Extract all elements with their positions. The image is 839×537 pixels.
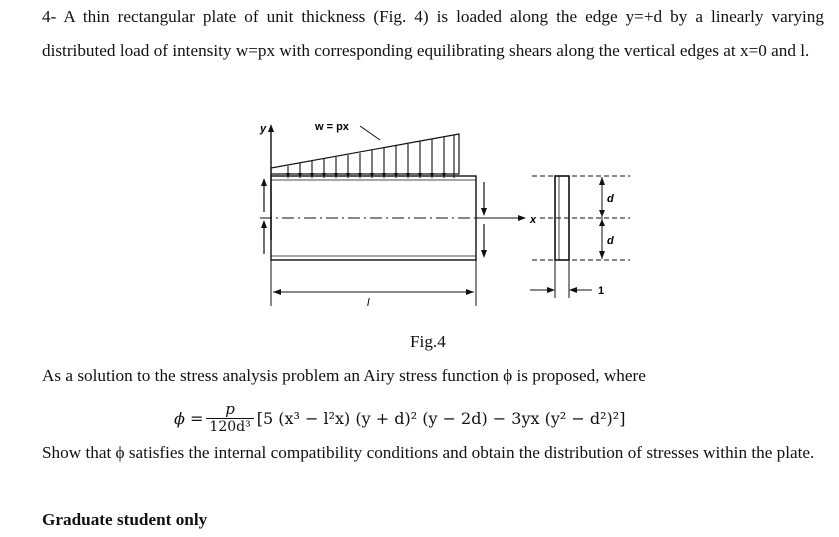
- load-arrows: [288, 135, 454, 178]
- load-triangle: [271, 134, 459, 174]
- x-axis-arrowhead: [518, 215, 526, 221]
- load-label-leader: [360, 126, 380, 140]
- thickness-arrow-right: [569, 287, 577, 293]
- d-top-arrow-down: [599, 210, 605, 217]
- d-top-arrow-up: [599, 177, 605, 185]
- graduate-note: Graduate student only: [42, 510, 208, 529]
- intro-text: As a solution to the stress analysis problem an Airy stress function ϕ is proposed, where: [42, 366, 646, 385]
- task-statement: Show that ϕ satisfies the internal compatibility conditions and obtain the distribution of stresses within the plate.: [42, 443, 815, 462]
- y-axis-arrowhead: [268, 124, 274, 132]
- plate-figure: [240, 110, 630, 310]
- thickness-label: 1: [598, 285, 605, 297]
- equation-lhs: ϕ =: [174, 408, 204, 428]
- left-shear-lower-head: [261, 220, 267, 228]
- d-bottom-label: d: [607, 235, 614, 247]
- right-shear-lower-head: [481, 250, 487, 258]
- left-shear-upper-head: [261, 178, 267, 186]
- equation-denominator: 120d³: [206, 418, 253, 436]
- length-arrow-right: [466, 289, 474, 295]
- length-label: l: [367, 297, 370, 309]
- figure-caption: Fig.4: [410, 332, 446, 351]
- d-bottom-arrow-up: [599, 219, 605, 226]
- d-bottom-arrow-down: [599, 251, 605, 259]
- x-axis-label: x: [530, 214, 537, 226]
- equation-numerator: p: [225, 399, 235, 418]
- d-top-label: d: [607, 193, 614, 205]
- thickness-arrow-left: [547, 287, 555, 293]
- length-arrow-left: [273, 289, 281, 295]
- equation-body: [5 (x³ − l²x) (y + d)² (y − 2d) − 3yx (y² − d²)²]: [256, 408, 626, 428]
- right-shear-upper-head: [481, 208, 487, 216]
- equation-fraction: [206, 401, 253, 436]
- load-label: w = px: [315, 121, 349, 133]
- y-axis-label: y: [260, 123, 267, 135]
- problem-statement: 4- A thin rectangular plate of unit thickness (Fig. 4) is loaded along the edge y=+d by a linearly varying distributed load of intensity w=px with corresponding equilibrating shears along the vertical edges at x=0 and l.: [42, 7, 824, 60]
